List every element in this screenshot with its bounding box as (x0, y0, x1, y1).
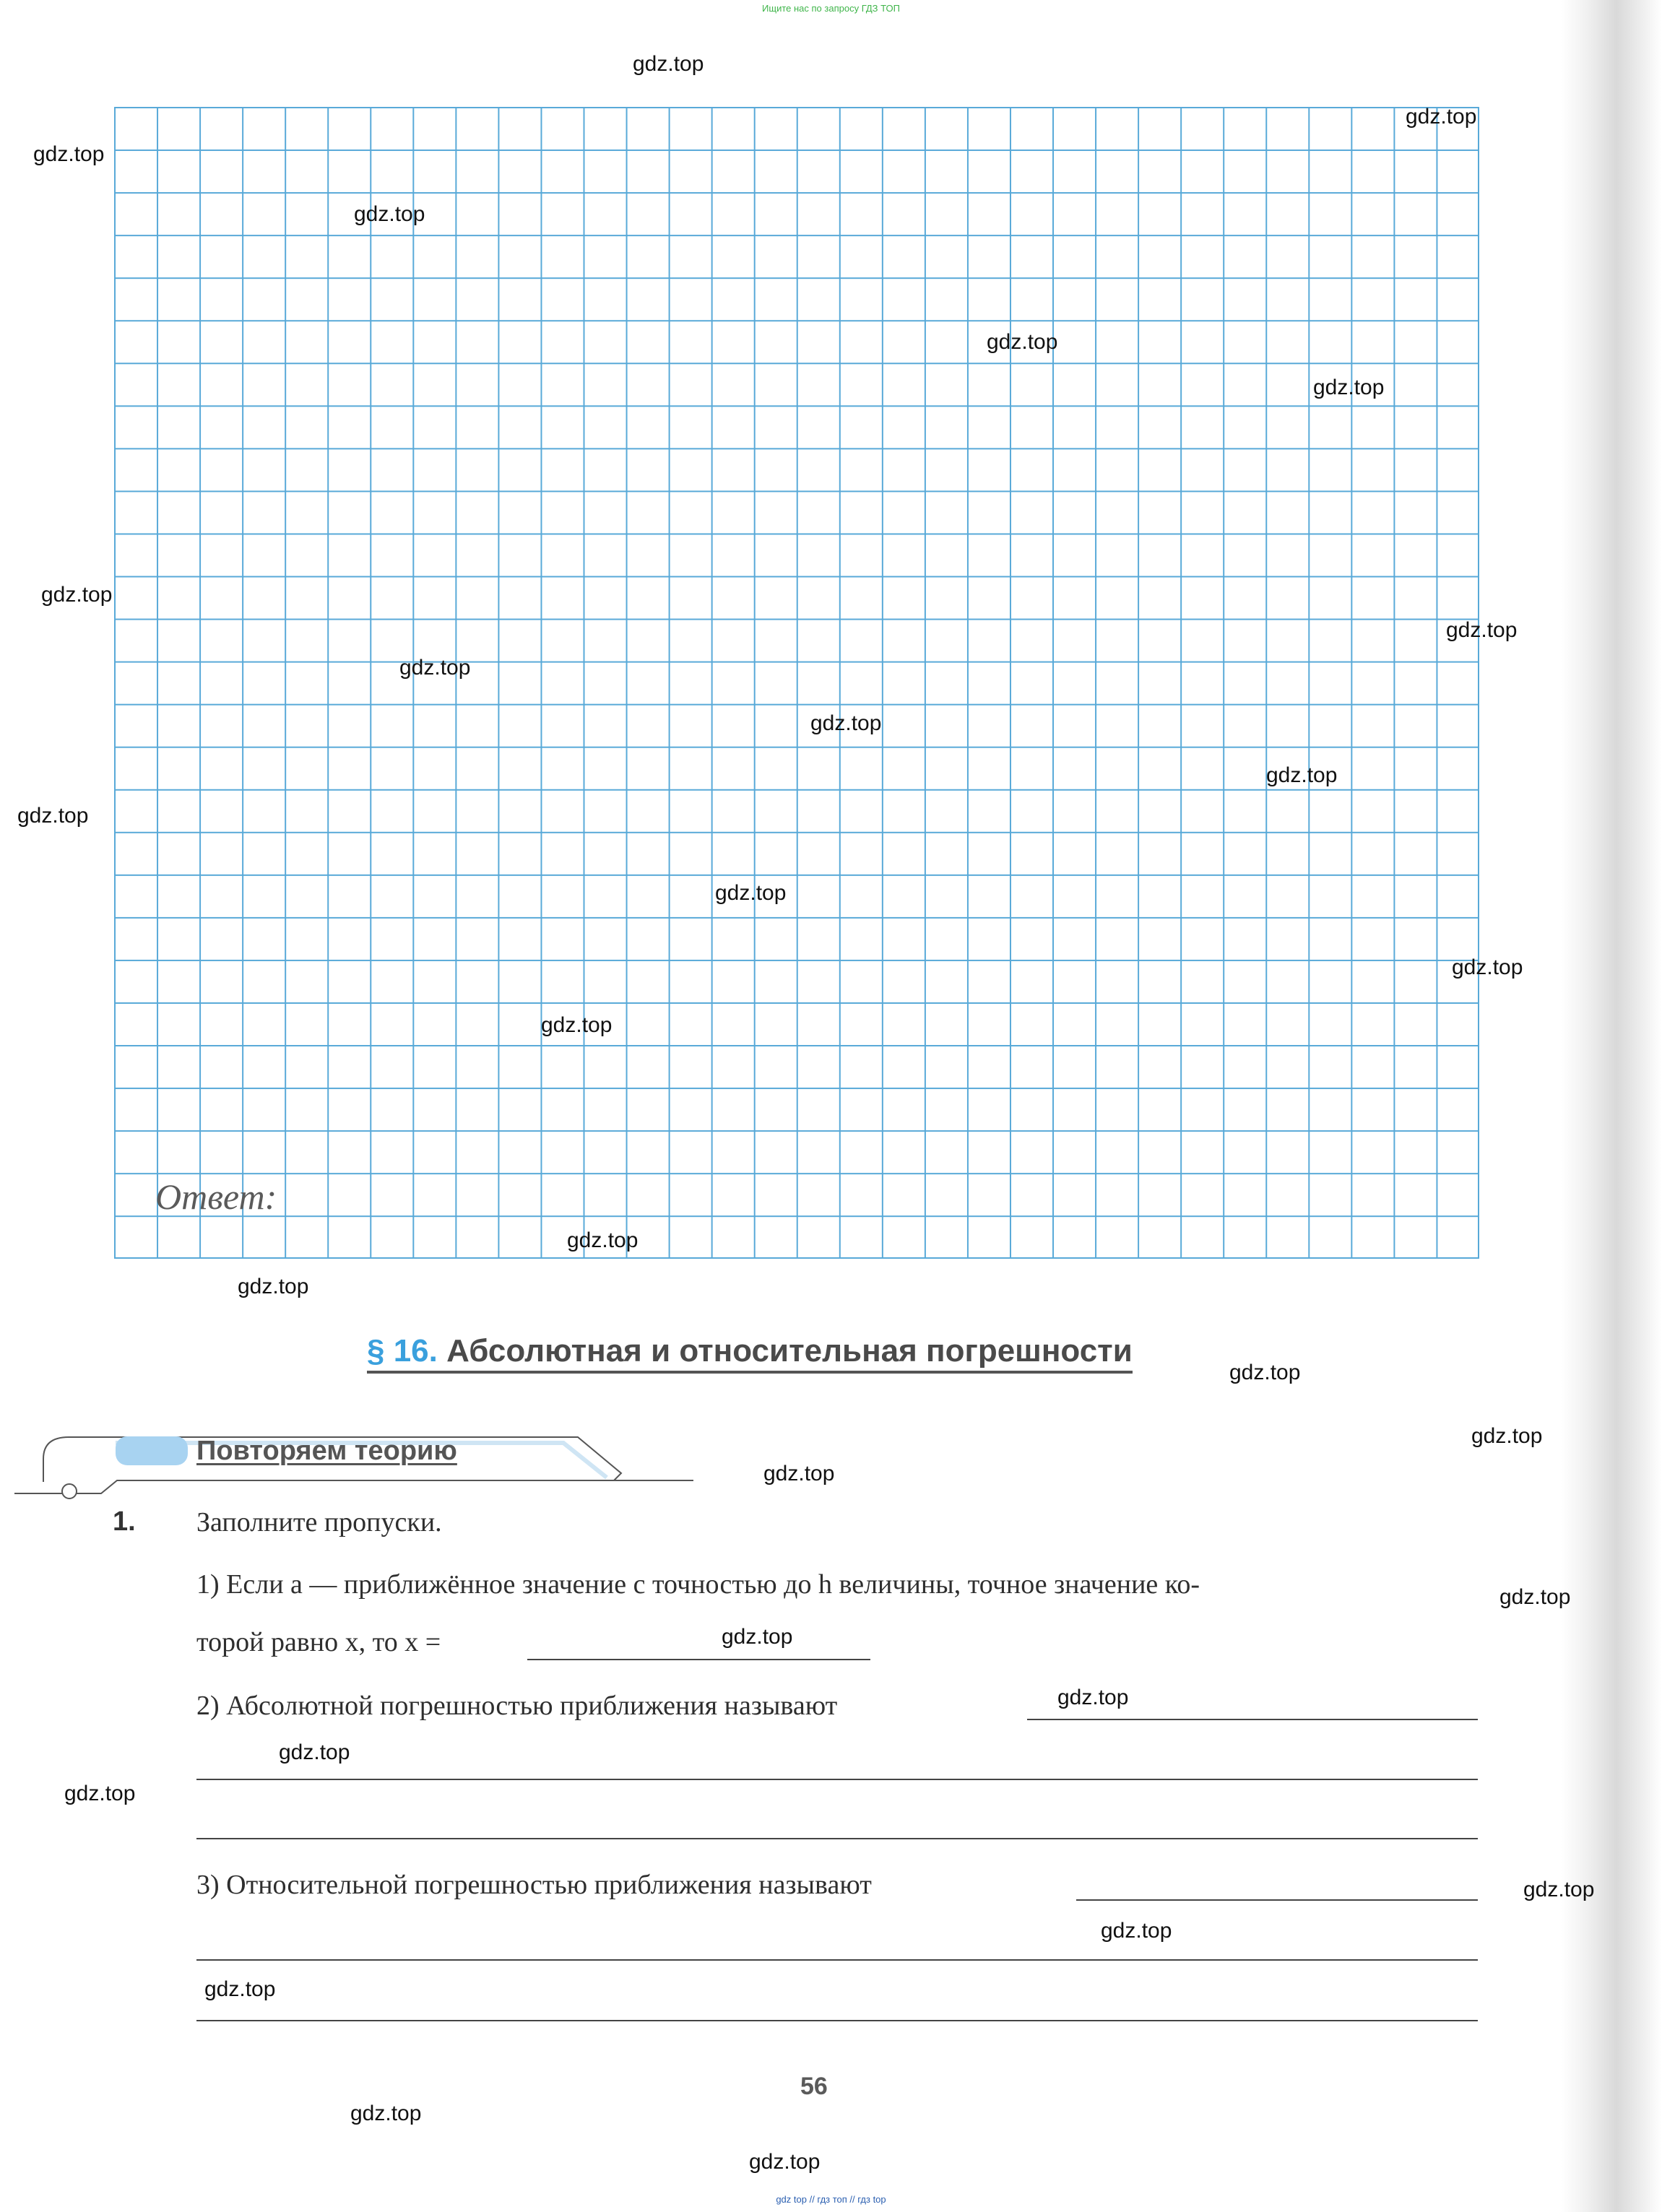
page-number: 56 (800, 2073, 828, 2100)
task-number: 1. (113, 1506, 136, 1537)
watermark: gdz.top (715, 881, 787, 905)
watermark: gdz.top (238, 1275, 309, 1298)
task-instruction: Заполните пропуски. (196, 1507, 442, 1537)
watermark: gdz.top (204, 1977, 276, 2001)
watermark: gdz.top (1452, 955, 1523, 979)
section-heading (367, 1333, 1133, 1374)
watermark: gdz.top (1406, 105, 1477, 129)
task-item1-line2: торой равно x, то x = (196, 1627, 441, 1657)
watermark: gdz.top (1313, 376, 1385, 399)
blank-line-item3-b[interactable] (196, 1959, 1478, 1961)
watermark: gdz.top (987, 330, 1058, 354)
blank-line-item2-c[interactable] (196, 1838, 1478, 1839)
theory-pill (116, 1436, 188, 1465)
section-title: Абсолютная и относительная погрешности (446, 1333, 1133, 1369)
watermark: gdz.top (354, 202, 425, 226)
watermark: gdz.top (1101, 1919, 1172, 1943)
answer-label: Ответ: (155, 1176, 277, 1217)
blank-line-item3-a[interactable] (1076, 1899, 1478, 1901)
watermark: gdz.top (41, 583, 113, 607)
bottom-banner: gdz top // гдз топ // гдз top (776, 2194, 886, 2205)
watermark: gdz.top (633, 52, 704, 76)
watermark: gdz.top (17, 804, 89, 828)
task-item3: 3) Относительной погрешностью приближения называют (196, 1870, 872, 1900)
watermark: gdz.top (749, 2150, 821, 2174)
watermark: gdz.top (1057, 1686, 1129, 1709)
theory-heading: Повторяем теорию (196, 1436, 457, 1466)
blank-line-item2-a[interactable] (1027, 1719, 1478, 1720)
watermark: gdz.top (810, 711, 882, 735)
watermark: gdz.top (33, 142, 105, 166)
watermark: gdz.top (64, 1782, 136, 1805)
watermark: gdz.top (399, 656, 471, 680)
top-banner: Ищите нас по запросу ГДЗ ТОП (762, 3, 900, 14)
answer-grid (114, 107, 1479, 1259)
section-number: § 16. (367, 1333, 438, 1369)
task-item2: 2) Абсолютной погрешностью приближения называют (196, 1691, 838, 1721)
watermark: gdz.top (279, 1740, 350, 1764)
watermark: gdz.top (1229, 1361, 1301, 1384)
watermark: gdz.top (1523, 1878, 1595, 1901)
watermark: gdz.top (1499, 1585, 1571, 1609)
blank-line-item1[interactable] (527, 1659, 870, 1660)
watermark: gdz.top (1266, 763, 1338, 787)
watermark: gdz.top (567, 1228, 639, 1252)
watermark: gdz.top (541, 1013, 613, 1037)
watermark: gdz.top (1446, 618, 1518, 642)
watermark: gdz.top (1471, 1424, 1543, 1448)
blank-line-item2-b[interactable] (196, 1779, 1478, 1780)
watermark: gdz.top (763, 1462, 835, 1485)
blank-line-item3-c[interactable] (196, 2020, 1478, 2021)
watermark: gdz.top (722, 1625, 793, 1649)
task-item1-line1: 1) Если a — приближённое значение с точностью до h величины, точное значение ко- (196, 1569, 1200, 1600)
watermark: gdz.top (350, 2102, 422, 2125)
